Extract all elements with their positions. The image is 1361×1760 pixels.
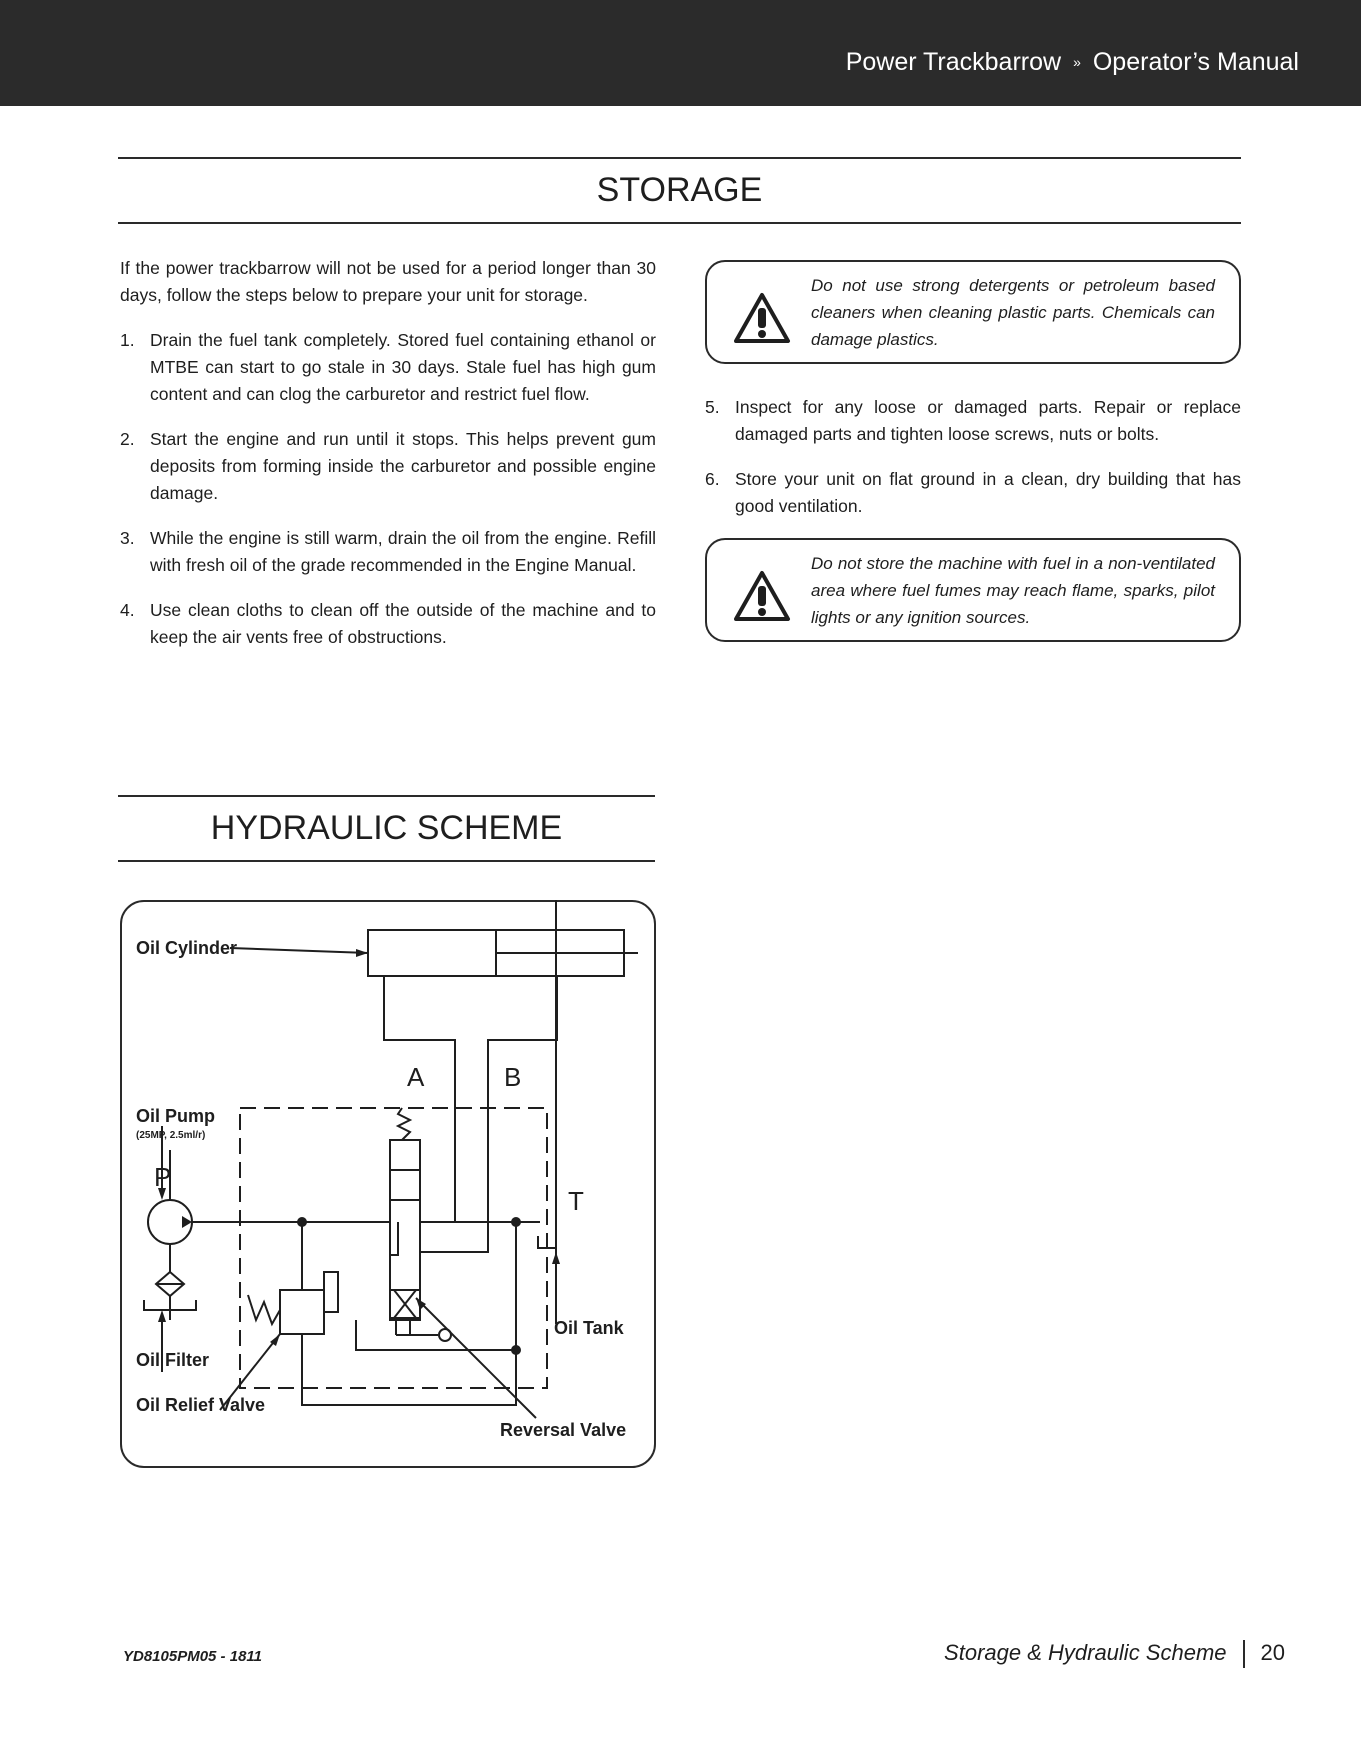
- storage-section-title: STORAGE: [118, 157, 1241, 224]
- label-oil-filter: Oil Filter: [136, 1350, 210, 1370]
- line-b: [420, 976, 557, 1252]
- step-text: While the engine is still warm, drain the oil from the engine. Refill with fresh oil of the grade recommended in the Engine Manual.: [150, 528, 656, 575]
- storage-step: [120, 426, 656, 507]
- label-port-b: B: [504, 1062, 522, 1092]
- page-header: [0, 0, 1361, 106]
- warning-box: [705, 260, 1241, 364]
- reversal-valve-spool: [390, 1140, 420, 1320]
- warning-text: Do not store the machine with fuel in a non-ventilated area where fuel fumes may reach flame, sparks, pilot lights or any ignition sources.: [811, 554, 1215, 627]
- step-text: Start the engine and run until it stops. This helps prevent gum deposits from forming inside the carburetor and possible engine damage.: [150, 429, 656, 503]
- label-port-a: A: [407, 1062, 425, 1092]
- hydraulic-diagram: [120, 900, 656, 1468]
- label-oil-cylinder: Oil Cylinder: [136, 938, 238, 958]
- step-number: 2.: [120, 429, 135, 449]
- junction-dot: [511, 1345, 521, 1355]
- footer-doc-code: YD8105PM05 - 1811: [123, 1648, 262, 1665]
- hydraulic-section-title: HYDRAULIC SCHEME: [118, 795, 655, 862]
- storage-step: [705, 466, 1241, 520]
- header-title: [846, 48, 1299, 77]
- label-oil-relief-valve: Oil Relief Valve: [136, 1395, 266, 1415]
- footer-page-number: 20: [1260, 1640, 1285, 1665]
- step-text: Inspect for any loose or damaged parts. Repair or replace damaged parts and tighten loose screws, nuts or bolts.: [735, 397, 1241, 444]
- step-text: Drain the fuel tank completely. Stored fuel containing ethanol or MTBE can start to go stale in 30 days. Stale fuel has high gum content and can clog the carburetor and restrict fuel flow.: [150, 330, 656, 404]
- footer-page-info: [944, 1640, 1285, 1668]
- storage-step: [120, 597, 656, 651]
- label-oil-pump-spec: (25MP, 2.5ml/r): [136, 1130, 206, 1141]
- header-separator: »: [1073, 54, 1081, 70]
- label-oil-pump: Oil Pump: [136, 1106, 216, 1126]
- label-reversal-valve: Reversal Valve: [500, 1420, 627, 1440]
- header-manual: Operator’s Manual: [1092, 48, 1299, 76]
- storage-left-column: [120, 255, 656, 669]
- label-port-p: P: [154, 1162, 172, 1192]
- footer-section: Storage & Hydraulic Scheme: [944, 1640, 1227, 1665]
- step-number: 3.: [120, 528, 135, 548]
- storage-step: [705, 394, 1241, 448]
- junction-dot: [297, 1217, 307, 1227]
- step-number: 5.: [705, 397, 720, 417]
- label-port-t: T: [568, 1186, 584, 1216]
- step-number: 1.: [120, 330, 135, 350]
- footer-divider: [1243, 1640, 1245, 1668]
- oil-relief-valve-symbol: [280, 1290, 324, 1334]
- storage-step: [120, 525, 656, 579]
- step-text: Store your unit on flat ground in a clean, dry building that has good ventilation.: [735, 469, 1241, 516]
- relief-spring: [248, 1295, 280, 1324]
- step-number: 6.: [705, 469, 720, 489]
- warning-text: Do not use strong detergents or petroleum based cleaners when cleaning plastic parts. Chemicals can damage plastics.: [811, 276, 1215, 349]
- valve-spring: [398, 1108, 410, 1140]
- warning-triangle-icon: [733, 570, 791, 622]
- valve-block-enclosure: [240, 1108, 547, 1388]
- warning-box: [705, 538, 1241, 642]
- label-oil-tank: Oil Tank: [554, 1318, 624, 1338]
- warning-triangle-icon: [733, 292, 791, 344]
- leader-reversal-valve: [416, 1298, 536, 1418]
- header-product: Power Trackbarrow: [845, 48, 1062, 76]
- storage-intro: If the power trackbarrow will not be used for a period longer than 30 days, follow the steps below to prepare your unit for storage.: [120, 258, 656, 305]
- leader-oil-cylinder: [230, 948, 368, 953]
- junction-dot: [511, 1217, 521, 1227]
- step-number: 4.: [120, 600, 135, 620]
- step-text: Use clean cloths to clean off the outside of the machine and to keep the air vents free of obstructions.: [150, 600, 656, 647]
- storage-right-column: [705, 260, 1241, 672]
- storage-step: [120, 327, 656, 408]
